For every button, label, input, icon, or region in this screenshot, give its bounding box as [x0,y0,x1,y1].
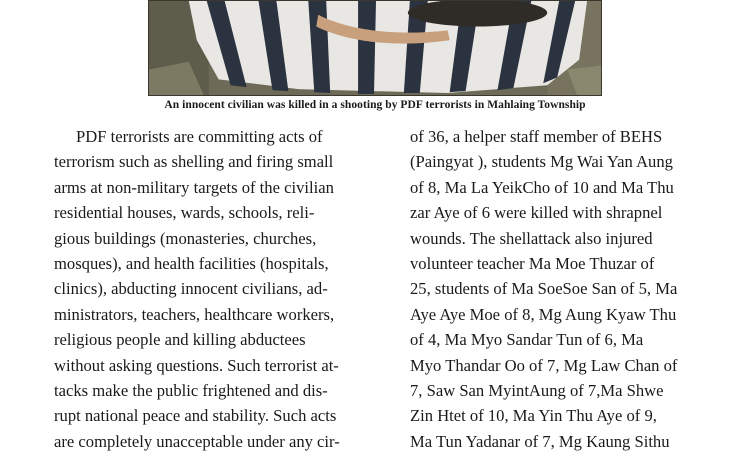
text-line: Zin Htet of 10, Ma Yin Thu Aye of 9, [410,406,657,426]
article-left-column [54,124,363,454]
photo-caption: An innocent civilian was killed in a shooting by PDF terrorists in Mahlaing Township [164,99,586,111]
text-line: religious people and killing abductees [54,330,306,350]
text-line: 7, Saw San MyintAung of 7,Ma Shwe [410,381,664,401]
text-line: of 8, Ma La YeikCho of 10 and Ma Thu [410,177,674,197]
text-line: of 36, a helper staff member of BEHS [410,127,663,146]
text-line: mosques), and health facilities (hospitals, [54,254,329,274]
text-line: zar Aye of 6 were killed with shrapnel [410,203,663,223]
text-line: Myo Thandar Oo of 7, Mg Law Chan of [410,355,678,375]
text-line: rupt national peace and stability. Such acts [54,406,337,426]
text-line: PDF terrorists are committing acts of [76,127,323,146]
text-line: wounds. The shellattack also injured [410,228,653,248]
photo-illustration [149,1,601,95]
text-line: gious buildings (monasteries, churches, [54,228,317,248]
text-line: tacks make the public frightened and dis- [54,381,328,401]
text-line: are completely unacceptable under any cir- [54,431,340,451]
article-right-column [410,124,696,454]
text-line: 25, students of Ma SoeSoe San of 5, Ma [410,279,678,299]
text-line: arms at non-military targets of the civilian [54,177,334,197]
text-line: terrorism such as shelling and firing small [54,152,334,172]
text-line: of 4, Ma Myo Sandar Tun of 6, Ma [410,330,644,350]
text-line: Ma Tun Yadanar of 7, Mg Kaung Sithu [410,431,670,451]
text-line: residential houses, wards, schools, reli- [54,203,315,223]
text-line: Aye Aye Moe of 8, Mg Aung Kyaw Thu [410,304,677,324]
news-photo [148,0,602,96]
text-line: volunteer teacher Ma Moe Thuzar of [410,254,655,274]
text-line: ministrators, teachers, healthcare workers, [54,304,335,324]
text-line: without asking questions. Such terrorist at- [54,355,339,375]
text-line: (Paingyat ), students Mg Wai Yan Aung [410,152,673,172]
text-line: clinics), abducting innocent civilians, ad- [54,279,328,299]
